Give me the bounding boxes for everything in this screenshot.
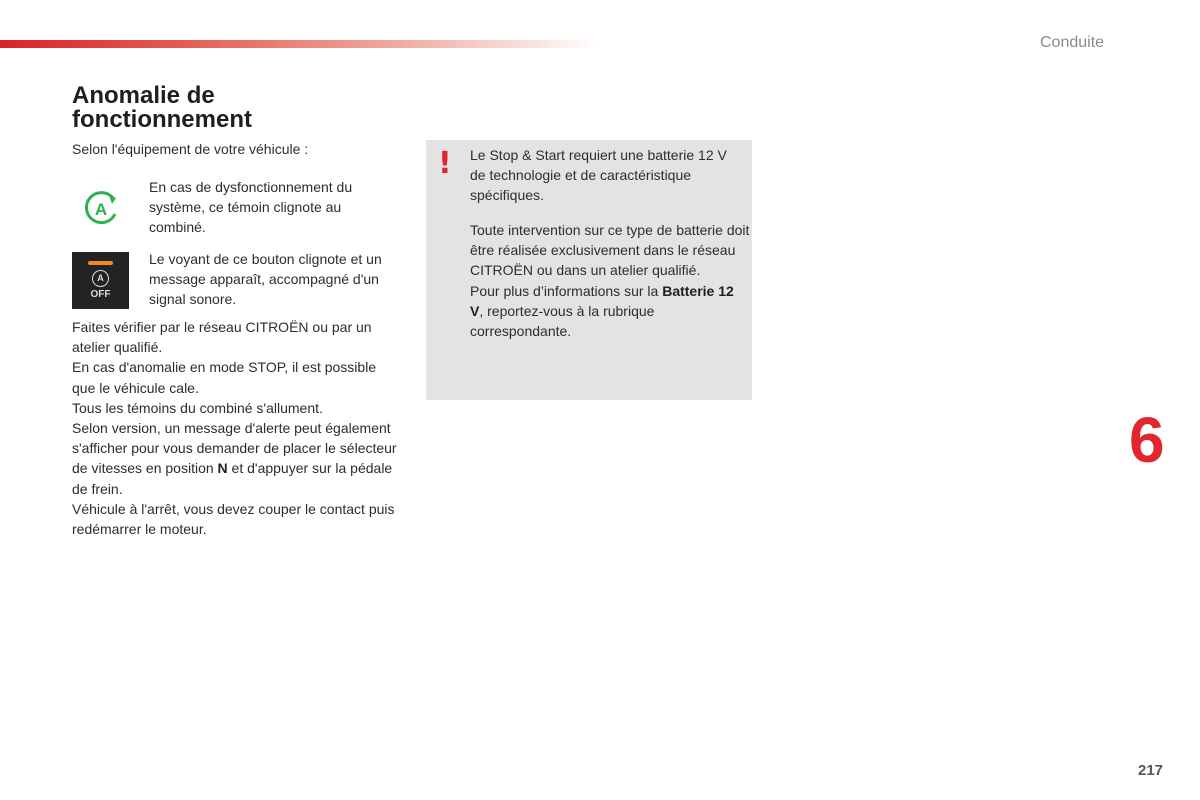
page-number: 217 xyxy=(1138,762,1164,779)
body-paragraph xyxy=(72,418,402,499)
warning-text xyxy=(470,281,750,342)
intro-text: Selon l'équipement de votre véhicule : xyxy=(72,141,309,157)
body-paragraph: Tous les témoins du combiné s'allument. xyxy=(72,399,323,416)
indicator-description: En cas de dysfonctionnement du système, ce témoin clignote au combiné. xyxy=(149,179,353,236)
body-text-span: et d'appuyer sur la pédale de frein. xyxy=(72,460,393,497)
chapter-number: 6 xyxy=(1129,404,1165,476)
body-paragraph: Faites vérifier par le réseau CITROËN ou par un atelier qualifié. xyxy=(72,319,372,356)
warning-paragraph: Le Stop & Start requiert une batterie 12 V de technologie et de caractéristique spécifiques. xyxy=(470,147,727,204)
page-title: Anomalie de fonctionnement xyxy=(72,82,252,133)
body-text-span: Selon version, un message d'alerte peut également s'afficher pour vous demander de placer le sélecteur de vitesses en position xyxy=(72,420,397,477)
section-name: Conduite xyxy=(1040,34,1105,51)
stop-start-off-button-icon xyxy=(72,252,129,309)
body-text xyxy=(72,317,402,539)
warning-icon: ! xyxy=(438,146,452,181)
svg-text:A: A xyxy=(94,200,108,219)
body-paragraph: En cas d'anomalie en mode STOP, il est possible que le véhicule cale. xyxy=(72,359,377,396)
warning-text-span: , reportez-vous à la rubrique correspondante. xyxy=(470,302,655,340)
warning-text-span: Pour plus d’informations sur la xyxy=(470,282,663,299)
warning-paragraph xyxy=(470,220,750,341)
auto-letter-icon: A xyxy=(92,270,109,287)
header-accent-bar xyxy=(0,40,600,48)
button-description: Le voyant de ce bouton clignote et un message apparaît, accompagné d'un signal sonore. xyxy=(149,251,382,308)
auto-stop-start-warning-icon xyxy=(82,190,120,228)
gear-position-n: N xyxy=(217,460,228,477)
warning-box xyxy=(426,140,752,400)
body-paragraph: Véhicule à l'arrêt, vous devez couper le contact puis redémarrer le moteur. xyxy=(72,500,395,538)
button-led-indicator xyxy=(88,261,113,265)
warning-text: Toute intervention sur ce type de batterie doit être réalisée exclusivement dans le réseau CITROËN ou dans un atelier qualifié. xyxy=(470,222,750,279)
button-off-label: OFF xyxy=(90,289,111,300)
battery-reference: Batterie 12 V xyxy=(470,282,734,319)
